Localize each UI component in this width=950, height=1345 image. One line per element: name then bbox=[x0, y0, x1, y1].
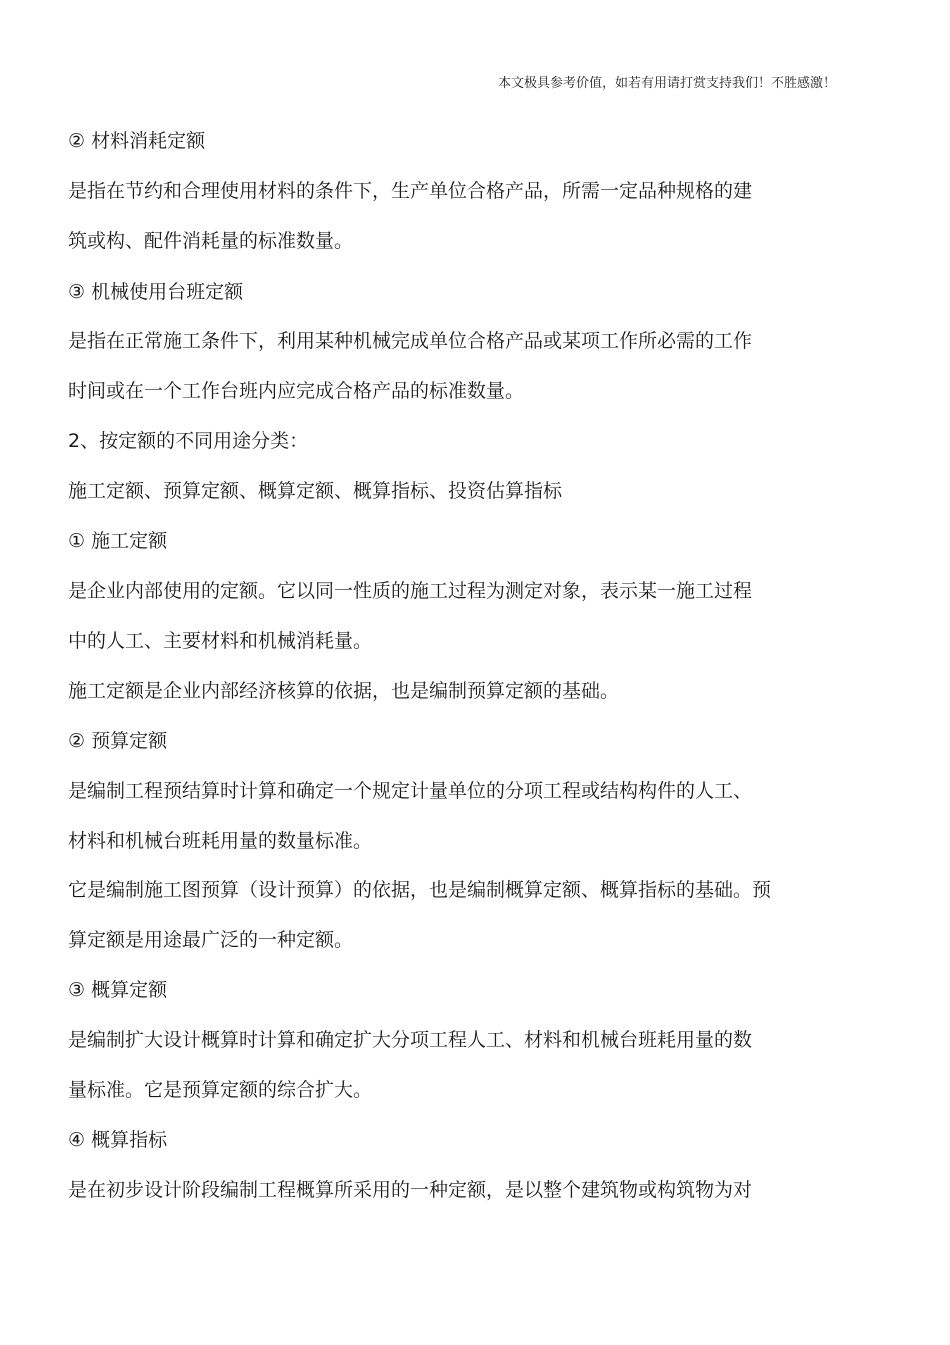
paragraph-line: 材料和机械台班耗用量的数量标准。 bbox=[68, 830, 373, 852]
heading-construction-quota: ① 施工定额 bbox=[68, 530, 168, 552]
paragraph-line: 是企业内部使用的定额。它以同一性质的施工过程为测定对象，表示某一施工过程 bbox=[68, 580, 753, 602]
paragraph-line: 它是编制施工图预算（设计预算）的依据，也是编制概算定额、概算指标的基础。预 bbox=[68, 879, 772, 901]
paragraph-line: 中的人工、主要材料和机械消耗量。 bbox=[68, 630, 373, 652]
paragraph-line: 筑或构、配件消耗量的标准数量。 bbox=[68, 230, 354, 252]
heading-budget-quota: ② 预算定额 bbox=[68, 730, 168, 752]
header-note: 本文极具参考价值，如若有用请打赏支持我们！不胜感激！ bbox=[497, 76, 836, 91]
paragraph-line: 施工定额是企业内部经济核算的依据，也是编制预算定额的基础。 bbox=[68, 680, 620, 702]
paragraph-line: 时间或在一个工作台班内应完成合格产品的标准数量。 bbox=[68, 380, 525, 402]
section-heading-by-purpose: 2、按定额的不同用途分类： bbox=[68, 430, 309, 452]
heading-estimate-index: ④ 概算指标 bbox=[68, 1129, 168, 1151]
paragraph-line: 是编制扩大设计概算时计算和确定扩大分项工程人工、材料和机械台班耗用量的数 bbox=[68, 1029, 753, 1051]
paragraph-line: 是编制工程预结算时计算和确定一个规定计量单位的分项工程或结构构件的人工、 bbox=[68, 780, 753, 802]
heading-estimate-quota: ③ 概算定额 bbox=[68, 979, 168, 1001]
paragraph-line: 是指在正常施工条件下，利用某种机械完成单位合格产品或某项工作所必需的工作 bbox=[68, 330, 753, 352]
heading-material-consumption: ② 材料消耗定额 bbox=[68, 130, 206, 152]
paragraph-line: 施工定额、预算定额、概算定额、概算指标、投资估算指标 bbox=[68, 480, 563, 502]
heading-machine-shift: ③ 机械使用台班定额 bbox=[68, 281, 244, 303]
paragraph-line: 是指在节约和合理使用材料的条件下，生产单位合格产品，所需一定品种规格的建 bbox=[68, 180, 753, 202]
paragraph-line: 量标准。它是预算定额的综合扩大。 bbox=[68, 1079, 373, 1101]
paragraph-line: 是在初步设计阶段编制工程概算所采用的一种定额，是以整个建筑物或构筑物为对 bbox=[68, 1179, 753, 1201]
paragraph-line: 算定额是用途最广泛的一种定额。 bbox=[68, 929, 354, 951]
